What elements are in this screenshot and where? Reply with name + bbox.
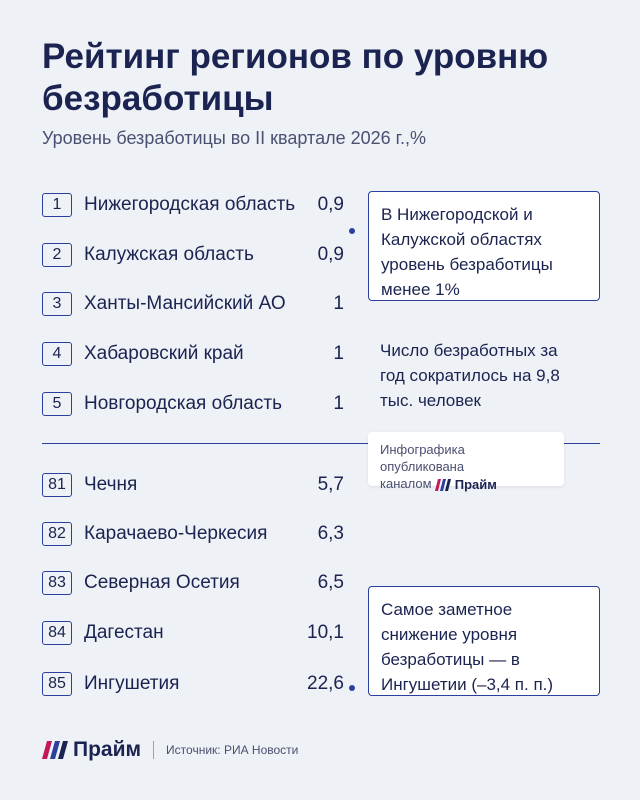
list-item bbox=[42, 241, 344, 269]
region-value: 6,5 bbox=[317, 572, 344, 593]
list-item bbox=[42, 390, 344, 418]
footer-separator bbox=[153, 741, 154, 759]
publisher-line1: Инфографика опубликована bbox=[380, 442, 465, 474]
rank-badge: 81 bbox=[42, 473, 72, 497]
region-name: Северная Осетия bbox=[84, 572, 240, 593]
page-subtitle: Уровень безработицы во II квартале 2026 г.,% bbox=[42, 128, 427, 148]
region-name: Чечня bbox=[84, 474, 138, 495]
list-item bbox=[42, 520, 344, 548]
region-value: 10,1 bbox=[307, 622, 344, 643]
callout-middle: Число безработных за год сократилось на 9,8 тыс. человек bbox=[380, 341, 560, 410]
region-name: Новгородская область bbox=[84, 393, 282, 414]
publisher-brand: Прайм bbox=[454, 477, 497, 493]
region-name: Калужская область bbox=[84, 244, 254, 265]
rank-badge: 85 bbox=[42, 672, 72, 696]
publisher-line2: каналом bbox=[380, 476, 432, 491]
region-name: Дагестан bbox=[84, 622, 164, 643]
publisher-card bbox=[368, 432, 564, 493]
rank-badge: 4 bbox=[42, 342, 72, 366]
footer-source: Источник: РИА Новости bbox=[166, 743, 299, 757]
list-item bbox=[42, 619, 344, 647]
list-item bbox=[42, 340, 344, 368]
prime-logo-icon bbox=[42, 741, 68, 759]
region-value: 0,9 bbox=[317, 244, 344, 265]
list-item bbox=[42, 191, 344, 219]
page-title: Рейтинг регионов по уровню безработицы bbox=[42, 37, 549, 118]
rank-badge: 2 bbox=[42, 243, 72, 267]
region-value: 1 bbox=[333, 293, 344, 314]
list-item bbox=[42, 569, 344, 597]
region-value: 22,6 bbox=[307, 673, 344, 694]
footer bbox=[42, 738, 298, 762]
rank-badge: 5 bbox=[42, 392, 72, 416]
region-value: 6,3 bbox=[317, 523, 344, 544]
region-name: Ханты-Мансийский АО bbox=[84, 293, 286, 314]
rank-badge: 1 bbox=[42, 193, 72, 217]
region-value: 0,9 bbox=[317, 194, 344, 215]
list-item bbox=[42, 670, 344, 698]
region-name: Хабаровский край bbox=[84, 343, 244, 364]
prime-logo-icon bbox=[435, 479, 451, 491]
rank-badge: 3 bbox=[42, 292, 72, 316]
callout-pointer-dot bbox=[349, 685, 355, 691]
list-item bbox=[42, 471, 344, 499]
region-name: Карачаево-Черкесия bbox=[84, 523, 268, 544]
region-value: 5,7 bbox=[317, 474, 344, 495]
rank-badge: 84 bbox=[42, 621, 72, 645]
footer-brand: Прайм bbox=[73, 738, 142, 761]
callout-bottom: Самое заметное снижение уровня безработицы — в Ингушетии (–3,4 п. п.) bbox=[368, 586, 600, 696]
rank-badge: 82 bbox=[42, 522, 72, 546]
region-value: 1 bbox=[333, 393, 344, 414]
list-item bbox=[42, 290, 344, 318]
region-value: 1 bbox=[333, 343, 344, 364]
rank-badge: 83 bbox=[42, 571, 72, 595]
callout-top: В Нижегородской и Калужской областях уровень безработицы менее 1% bbox=[368, 191, 600, 301]
region-name: Нижегородская область bbox=[84, 194, 296, 215]
callout-pointer-dot bbox=[349, 228, 355, 234]
region-name: Ингушетия bbox=[84, 673, 180, 694]
